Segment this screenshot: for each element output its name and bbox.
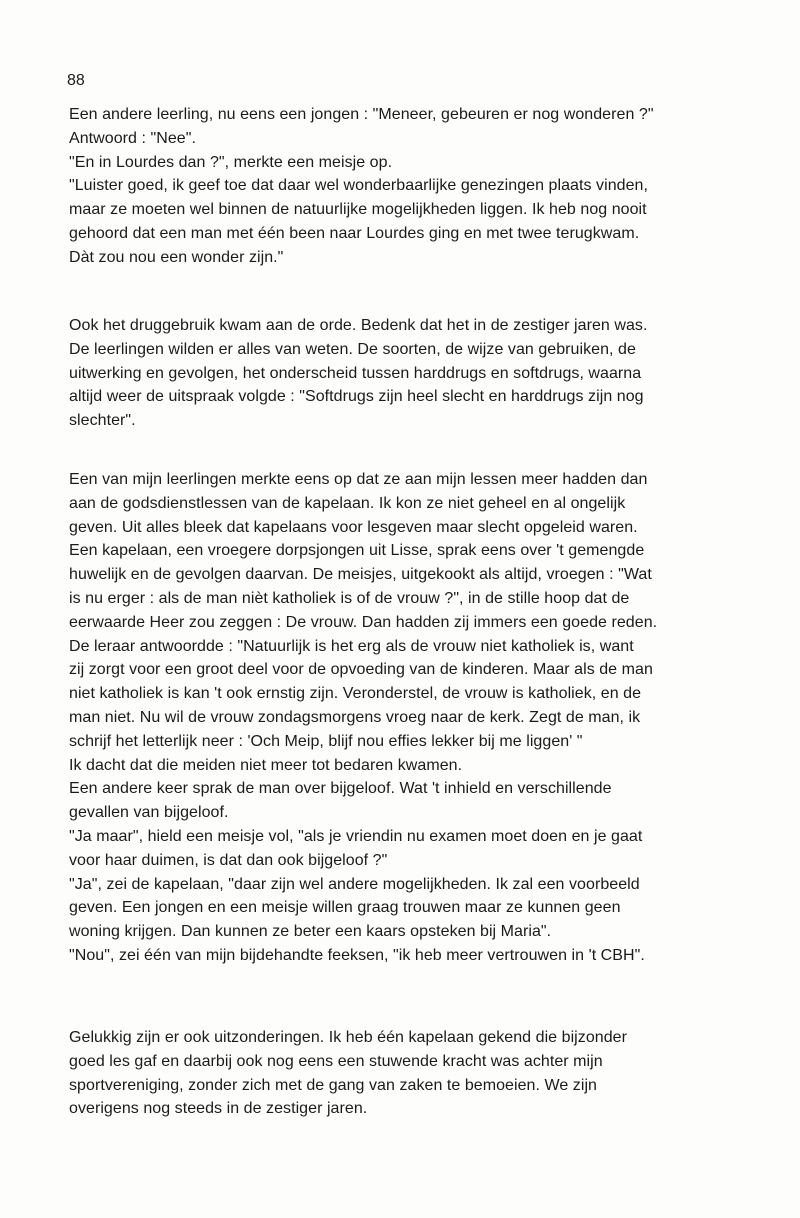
text-line: Gelukkig zijn er ook uitzonderingen. Ik heb één kapelaan gekend die bijzonder: [69, 1029, 627, 1046]
text-line: "Nou", zei één van mijn bijdehandte feeksen, "ik heb meer vertrouwen in 't CBH".: [69, 946, 645, 964]
text-line: "En in Lourdes dan ?", merkte een meisje op.: [69, 153, 393, 171]
text-line: man niet. Nu wil de vrouw zondagsmorgens vroeg naar de kerk. Zegt de man, ik: [69, 708, 641, 726]
text-line: Een van mijn leerlingen merkte eens op dat ze aan mijn lessen meer hadden dan: [69, 471, 648, 488]
text-line: niet katholiek is kan 't ook ernstig zijn. Veronderstel, de vrouw is katholiek, en de: [69, 685, 642, 703]
text-line: eerwaarde Heer zou zeggen : De vrouw. Dan hadden zij immers een goede reden.: [69, 613, 658, 631]
text-line: Ik dacht dat die meiden niet meer tot bedaren kwamen.: [69, 756, 463, 774]
text-line: is nu erger : als de man nièt katholiek is of de vrouw ?", in de stille hoop dat de: [69, 589, 630, 607]
text-line: uitwerking en gevolgen, het onderscheid tussen harddrugs en softdrugs, waarna: [69, 364, 642, 382]
text-line: "Luister goed, ik geef toe dat daar wel wonderbaarlijke genezingen plaats vinden,: [69, 177, 648, 195]
text-line: aan de godsdienstlessen van de kapelaan. Ik kon ze niet geheel en al ongelijk: [69, 494, 626, 512]
text-line: schrijf het letterlijk neer : 'Och Meip, blijf nou effies lekker bij me liggen' ": [69, 732, 583, 750]
text-line: huwelijk en de gevolgen daarvan. De meisjes, uitgekookt als altijd, vroegen : "Wat: [69, 566, 652, 584]
text-line: slechter".: [69, 412, 136, 430]
text-line: geven. Een jongen en een meisje willen graag trouwen maar ze kunnen geen: [69, 899, 621, 917]
text-line: voor haar duimen, is dat dan ook bijgeloof ?": [69, 851, 388, 869]
text-line: gehoord dat een man met één been naar Lourdes ging en met twee terugkwam.: [69, 224, 640, 242]
text-line: gevallen van bijgeloof.: [69, 804, 229, 822]
paragraph-chaplain: [69, 468, 729, 968]
text-line: Een andere keer sprak de man over bijgeloof. Wat 't inhield en verschillende: [69, 780, 612, 798]
text-line: woning krijgen. Dan kunnen ze beter een kaars opsteken bij Maria".: [69, 923, 552, 941]
text-line: Ook het druggebruik kwam aan de orde. Bedenk dat het in de zestiger jaren was.: [69, 317, 648, 334]
text-line: "Ja", zei de kapelaan, "daar zijn wel andere mogelijkheden. Ik zal een voorbeeld: [69, 875, 640, 893]
text-line: Een kapelaan, een vroegere dorpsjongen uit Lisse, sprak eens over 't gemengde: [69, 542, 645, 560]
paragraph-miracles: [69, 103, 729, 270]
text-line: geven. Uit alles bleek dat kapelaans voor lesgeven maar slecht opgeleid waren.: [69, 518, 638, 536]
text-line: De leerlingen wilden er alles van weten. De soorten, de wijze van gebruiken, de: [69, 340, 636, 358]
text-line: sportvereniging, zonder zich met de gang van zaken te bemoeien. We zijn: [69, 1076, 598, 1094]
text-line: goed les gaf en daarbij ook nog eens een stuwende kracht was achter mijn: [69, 1052, 603, 1070]
text-line: altijd weer de uitspraak volgde : "Softdrugs zijn heel slecht en harddrugs zijn nog: [69, 388, 644, 406]
paragraph-drugs: [69, 314, 729, 433]
text-line: Antwoord : "Nee".: [69, 129, 196, 147]
text-line: Een andere leerling, nu eens een jongen : "Meneer, gebeuren er nog wonderen ?": [69, 106, 654, 123]
paragraph-exceptions: [69, 1026, 729, 1121]
text-line: maar ze moeten wel binnen de natuurlijke mogelijkheden liggen. Ik heb nog nooit: [69, 201, 647, 219]
text-line: overigens nog steeds in de zestiger jaren.: [69, 1100, 368, 1118]
text-line: "Ja maar", hield een meisje vol, "als je vriendin nu examen moet doen en je gaat: [69, 827, 643, 845]
text-line: De leraar antwoordde : "Natuurlijk is het erg als de vrouw niet katholiek is, want: [69, 637, 634, 655]
text-line: zij zorgt voor een groot deel voor de opvoeding van de kinderen. Maar als de man: [69, 661, 653, 679]
text-line: Dàt zou nou een wonder zijn.": [69, 248, 284, 266]
page-number: 88: [67, 72, 85, 89]
